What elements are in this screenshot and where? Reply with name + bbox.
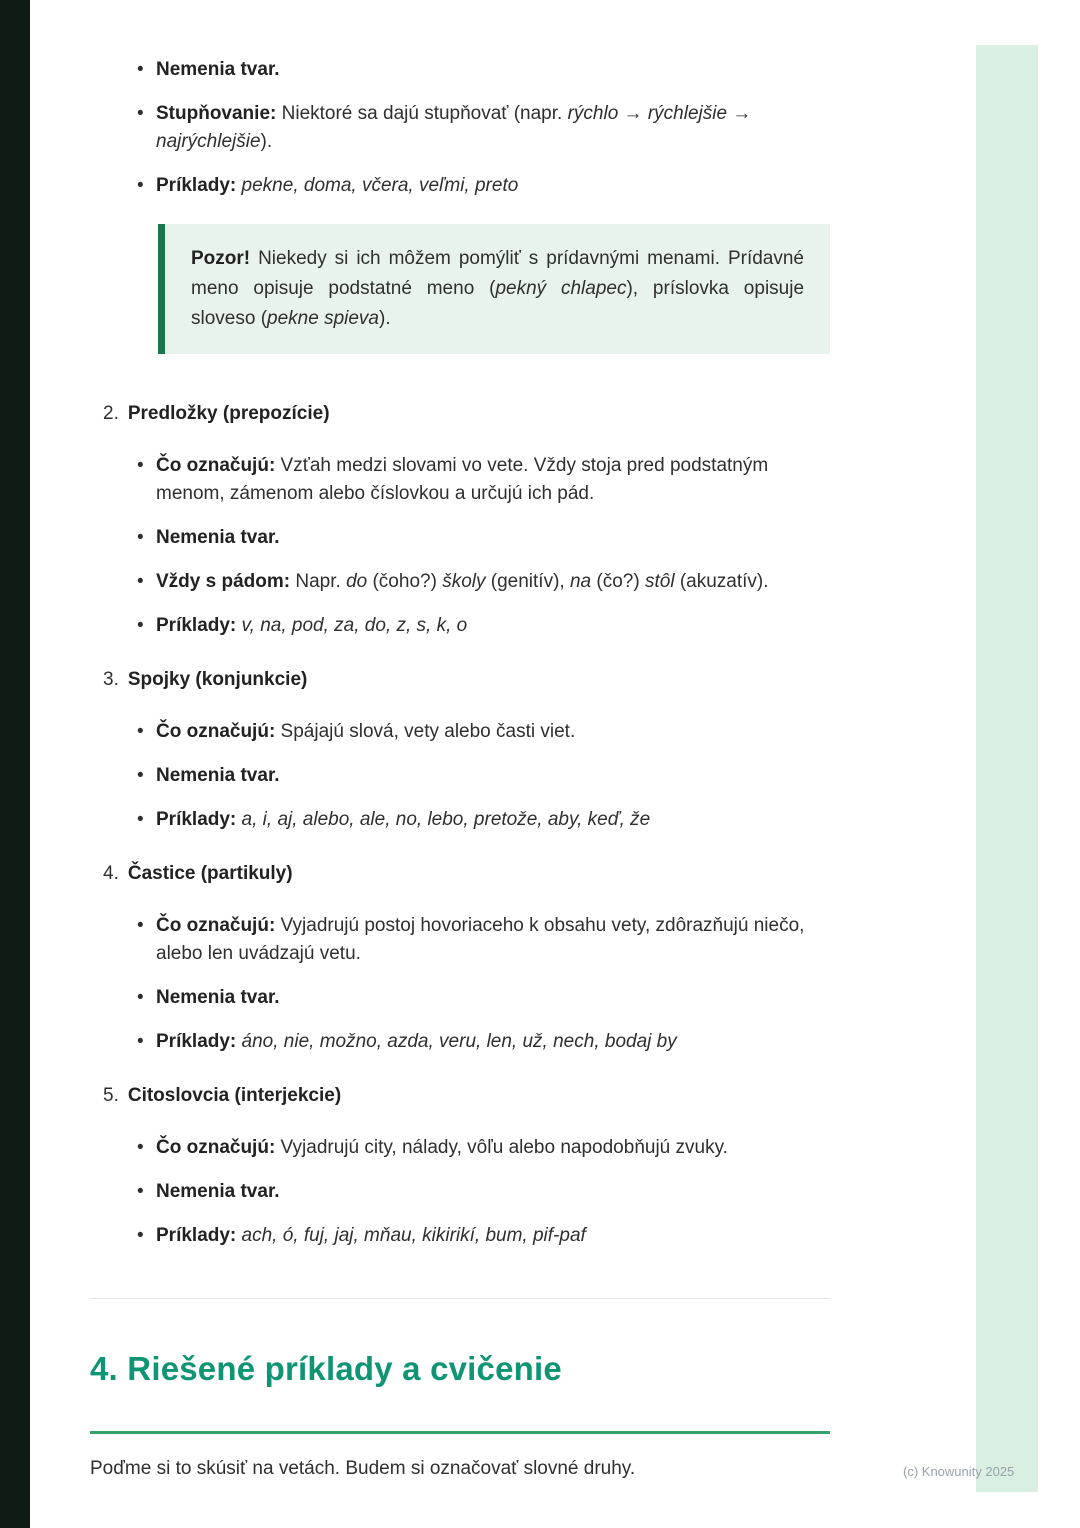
list-item: • Nemenia tvar. — [90, 56, 830, 84]
section-title-text: Častice (partikuly) — [127, 863, 293, 884]
section-title — [90, 666, 830, 694]
section-title-text: Spojky (konjunkcie) — [127, 669, 308, 690]
list-item: • Príklady: a, i, aj, alebo, ale, no, lebo, pretože, aby, keď, že — [90, 806, 830, 834]
list-item: • Príklady: áno, nie, možno, azda, veru, len, už, nech, bodaj by — [90, 1028, 830, 1056]
bullet-list — [90, 912, 830, 1056]
section-title-text: Predložky (prepozície) — [127, 403, 330, 424]
bullet-list — [90, 718, 830, 834]
list-item: • Nemenia tvar. — [90, 1178, 830, 1206]
section-title — [90, 400, 830, 428]
section-castice — [90, 860, 830, 1056]
chapter-heading: 4. Riešené príklady a cvičenie — [90, 1350, 562, 1387]
list-item: • Stupňovanie: Niektoré sa dajú stupňovať (napr. rýchlo → rýchlejšie → najrýchlejšie). — [90, 100, 830, 156]
adverbs-bullet-list — [90, 56, 830, 200]
list-item: • Vždy s pádom: Napr. do (čoho?) školy (genitív), na (čo?) stôl (akuzatív). — [90, 568, 830, 596]
section-spojky — [90, 666, 830, 834]
list-item: • Čo označujú: Vyjadrujú postoj hovoriaceho k obsahu vety, zdôrazňujú niečo, alebo len uvádzajú vetu. — [90, 912, 830, 968]
list-item: • Príklady: ach, ó, fuj, jaj, mňau, kikirikí, bum, pif-paf — [90, 1222, 830, 1250]
list-item: • Nemenia tvar. — [90, 524, 830, 552]
list-item: • Čo označujú: Vzťah medzi slovami vo vete. Vždy stoja pred podstatným menom, zámenom alebo číslovkou a určujú ich pád. — [90, 452, 830, 508]
section-divider — [90, 1298, 830, 1299]
left-edge-strip — [0, 0, 30, 1528]
bullet-list — [90, 452, 830, 640]
heading-underline — [90, 1431, 830, 1434]
section-title — [90, 860, 830, 888]
list-item: • Nemenia tvar. — [90, 762, 830, 790]
list-item: • Nemenia tvar. — [90, 984, 830, 1012]
section-citoslovcia — [90, 1082, 830, 1250]
closing-paragraph: Poďme si to skúsiť na vetách. Budem si označovať slovné druhy. — [90, 1458, 636, 1479]
section-number: 3. — [103, 669, 119, 690]
list-item: • Čo označujú: Vyjadrujú city, nálady, vôľu alebo napodobňujú zvuky. — [90, 1134, 830, 1162]
section-number: 2. — [103, 403, 119, 424]
section-title-text: Citoslovcia (interjekcie) — [127, 1085, 342, 1106]
section-title — [90, 1082, 830, 1110]
copyright-watermark: (c) Knowunity 2025 — [903, 1464, 1015, 1479]
page-content — [90, 0, 830, 1483]
callout-text: Pozor! Niekedy si ich môžem pomýliť s prídavnými menami. Prídavné meno opisuje podstatné meno (pekný chlapec), príslovka opisuje sloveso (pekne spieva). — [191, 248, 805, 329]
warning-callout — [158, 224, 830, 354]
bullet-list — [90, 1134, 830, 1250]
list-item: • Príklady: pekne, doma, včera, veľmi, preto — [90, 172, 830, 200]
list-item: • Čo označujú: Spájajú slová, vety alebo časti viet. — [90, 718, 830, 746]
section-number: 4. — [103, 863, 119, 884]
right-accent-strip — [976, 45, 1038, 1492]
section-number: 5. — [103, 1085, 119, 1106]
section-predlozky — [90, 400, 830, 640]
list-item: • Príklady: v, na, pod, za, do, z, s, k, o — [90, 612, 830, 640]
